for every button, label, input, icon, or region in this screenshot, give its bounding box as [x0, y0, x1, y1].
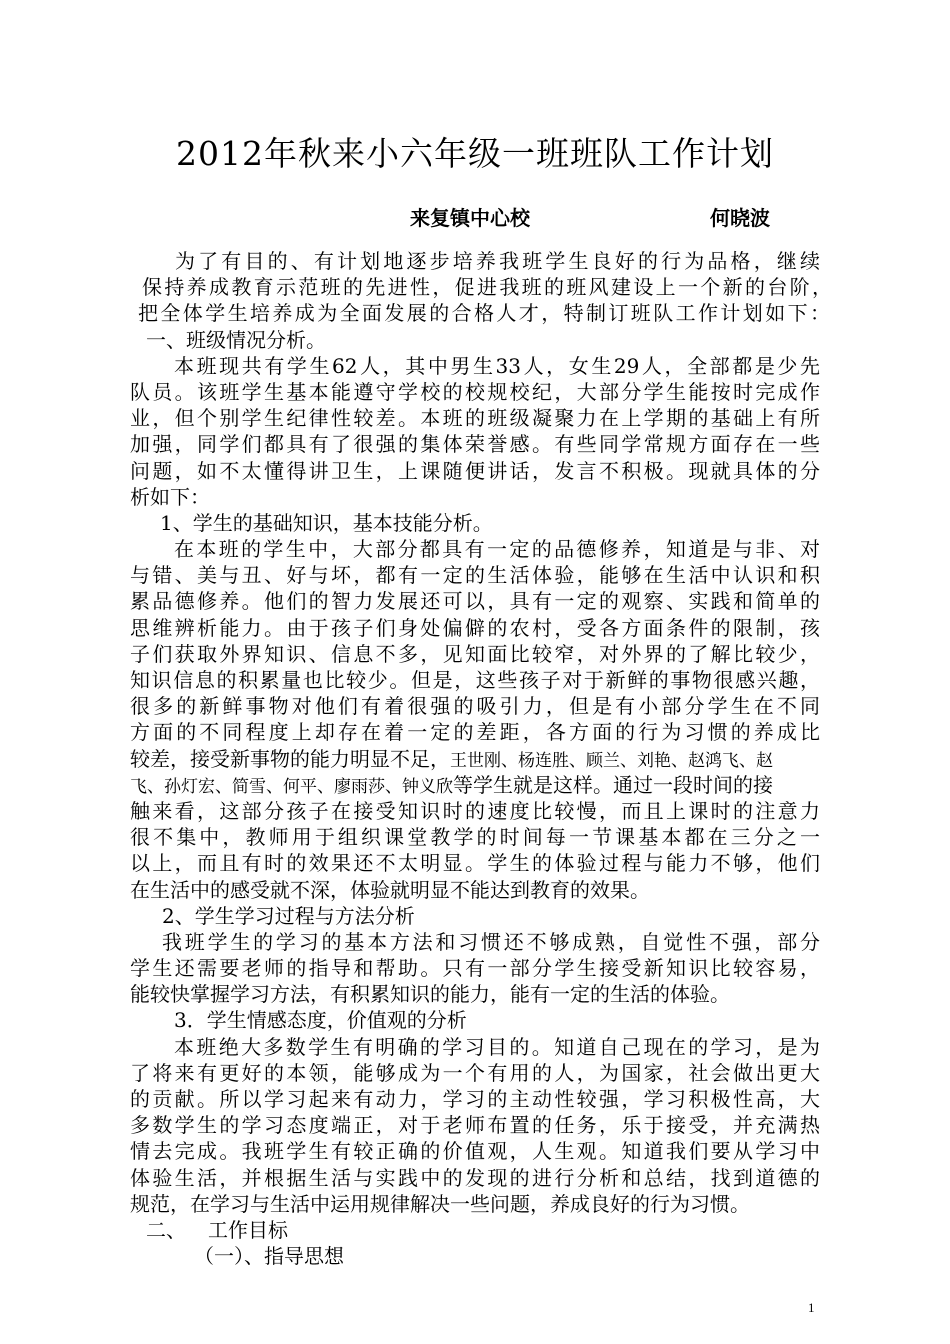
paragraph-line: 我班学生的学习的基本方法和习惯还不够成熟，自觉性不强，部分	[162, 929, 820, 954]
paragraph-text: 等学生就是这样。通过一段时间的接	[453, 772, 773, 797]
paragraph-line: 把全体学生培养成为全面发展的合格人才，特制订班队工作计划如下：	[138, 301, 830, 326]
paragraph-line: 思维辨析能力。由于孩子们身处偏僻的农村，受各方面条件的限制，孩	[130, 615, 820, 640]
author-name: 何晓波	[710, 206, 770, 230]
paragraph-line: 业，但个别学生纪律性较差。本班的班级凝聚力在上学期的基础上有所	[130, 406, 820, 431]
document-body	[130, 248, 832, 1269]
section-title: 工作目标	[208, 1217, 288, 1242]
subsection-heading: 3．学生情感态度，价值观的分析	[174, 1008, 467, 1033]
paragraph-line: 的贡献。所以学习起来有动力，学习的主动性较强，学习积极性高，大	[130, 1087, 820, 1111]
paragraph-line: 保持养成教育示范班的先进性，促进我班的班风建设上一个新的台阶，	[142, 275, 832, 300]
paragraph-line: 很不集中，教师用于组织课堂教学的时间每一节课基本都在三分之一	[130, 825, 820, 850]
paragraph-line: 体验生活，并根据生活与实践中的发现的进行分析和总结，找到道德的	[130, 1165, 820, 1190]
paragraph-line: 问题，如不太懂得讲卫生，上课随便讲话，发言不积极。现就具体的分	[130, 458, 820, 483]
paragraph-line: 能较快掌握学习方法，有积累知识的能力，能有一定的生活的体验。	[130, 982, 730, 1007]
paragraph-line: 以上，而且有时的效果还不太明显。学生的体验过程与能力不够，他们	[130, 851, 820, 876]
paragraph-line: 累品德修养。他们的智力发展还可以，具有一定的观察、实践和简单的	[130, 589, 820, 614]
paragraph-line: 方面的不同程度上却存在着一定的差距，各方面的行为习惯的养成比	[130, 720, 820, 745]
paragraph-line: 本班绝大多数学生有明确的学习目的。知道自己现在的学习，是为	[174, 1034, 820, 1059]
section-heading	[146, 1217, 820, 1243]
paragraph-line: 了将来有更好的本领，能够成为一个有用的人，为国家，社会做出更大	[130, 1060, 820, 1085]
paragraph-line: 队员。该班学生基本能遵守学校的校规校纪，大部分学生能按时完成作	[130, 379, 820, 404]
school-name: 来复镇中心校	[410, 206, 530, 230]
paragraph-line: 与错、美与丑、好与坏，都有一定的生活体验，能够在生活中认识和积	[130, 563, 820, 588]
paragraph-line: 加强，同学们都具有了很强的集体荣誉感。有些同学常规方面存在一些	[130, 432, 820, 457]
paragraph-line: 在生活中的感受就不深，体验就明显不能达到教育的效果。	[130, 877, 650, 902]
paragraph-line	[130, 772, 820, 798]
subsection-heading: （一）、指导思想	[194, 1244, 344, 1269]
paragraph-line: 触来看，这部分孩子在接受知识时的速度比较慢，而且上课时的注意力	[130, 798, 820, 823]
paragraph-line: 子们获取外界知识、信息不多，见知面比较窄，对外界的了解比较少，	[130, 641, 820, 666]
paragraph-line: 很多的新鲜事物对他们有着很强的吸引力，但是有小部分学生在不同	[130, 694, 820, 719]
paragraph-line: 多数学生的学习态度端正，对于老师布置的任务，乐于接受，并充满热	[130, 1113, 820, 1138]
document-title: 2012年秋来小六年级一班班队工作计划	[176, 134, 774, 173]
paragraph-line: 为了有目的、有计划地逐步培养我班学生良好的行为品格，继续	[175, 249, 820, 273]
subsection-heading: 2、学生学习过程与方法分析	[162, 903, 415, 928]
paragraph-line: 本班现共有学生62人，其中男生33人，女生29人，全部都是少先	[174, 353, 820, 378]
paragraph-line: 学生还需要老师的指导和帮助。只有一部分学生接受新知识比较容易，	[130, 956, 820, 981]
paragraph-line: 知识信息的积累量也比较少。但是，这些孩子对于新鲜的事物很感兴趣，	[130, 668, 820, 692]
section-number: 二、	[146, 1217, 186, 1242]
student-names: 王世刚、杨连胜、顾兰、刘艳、赵鸿飞、赵	[450, 750, 773, 771]
subsection-heading: 1、学生的基础知识，基本技能分析。	[160, 510, 493, 535]
student-names: 飞、孙灯宏、简雪、何平、廖雨莎、钟义欣	[130, 776, 453, 797]
paragraph-line	[130, 746, 820, 772]
page-number: 1	[808, 1300, 815, 1315]
paragraph-line: 规范，在学习与生活中运用规律解决一些问题，养成良好的行为习惯。	[130, 1191, 750, 1216]
paragraph-text: 较差，接受新事物的能力明显不足，	[130, 746, 450, 771]
paragraph-line: 在本班的学生中，大部分都具有一定的品德修养，知道是与非、对	[174, 537, 820, 562]
paragraph-line: 析如下：	[130, 484, 210, 509]
paragraph-line: 情去完成。我班学生有较正确的价值观，人生观。知道我们要从学习中	[130, 1139, 820, 1164]
section-heading: 一、班级情况分析。	[146, 327, 326, 352]
